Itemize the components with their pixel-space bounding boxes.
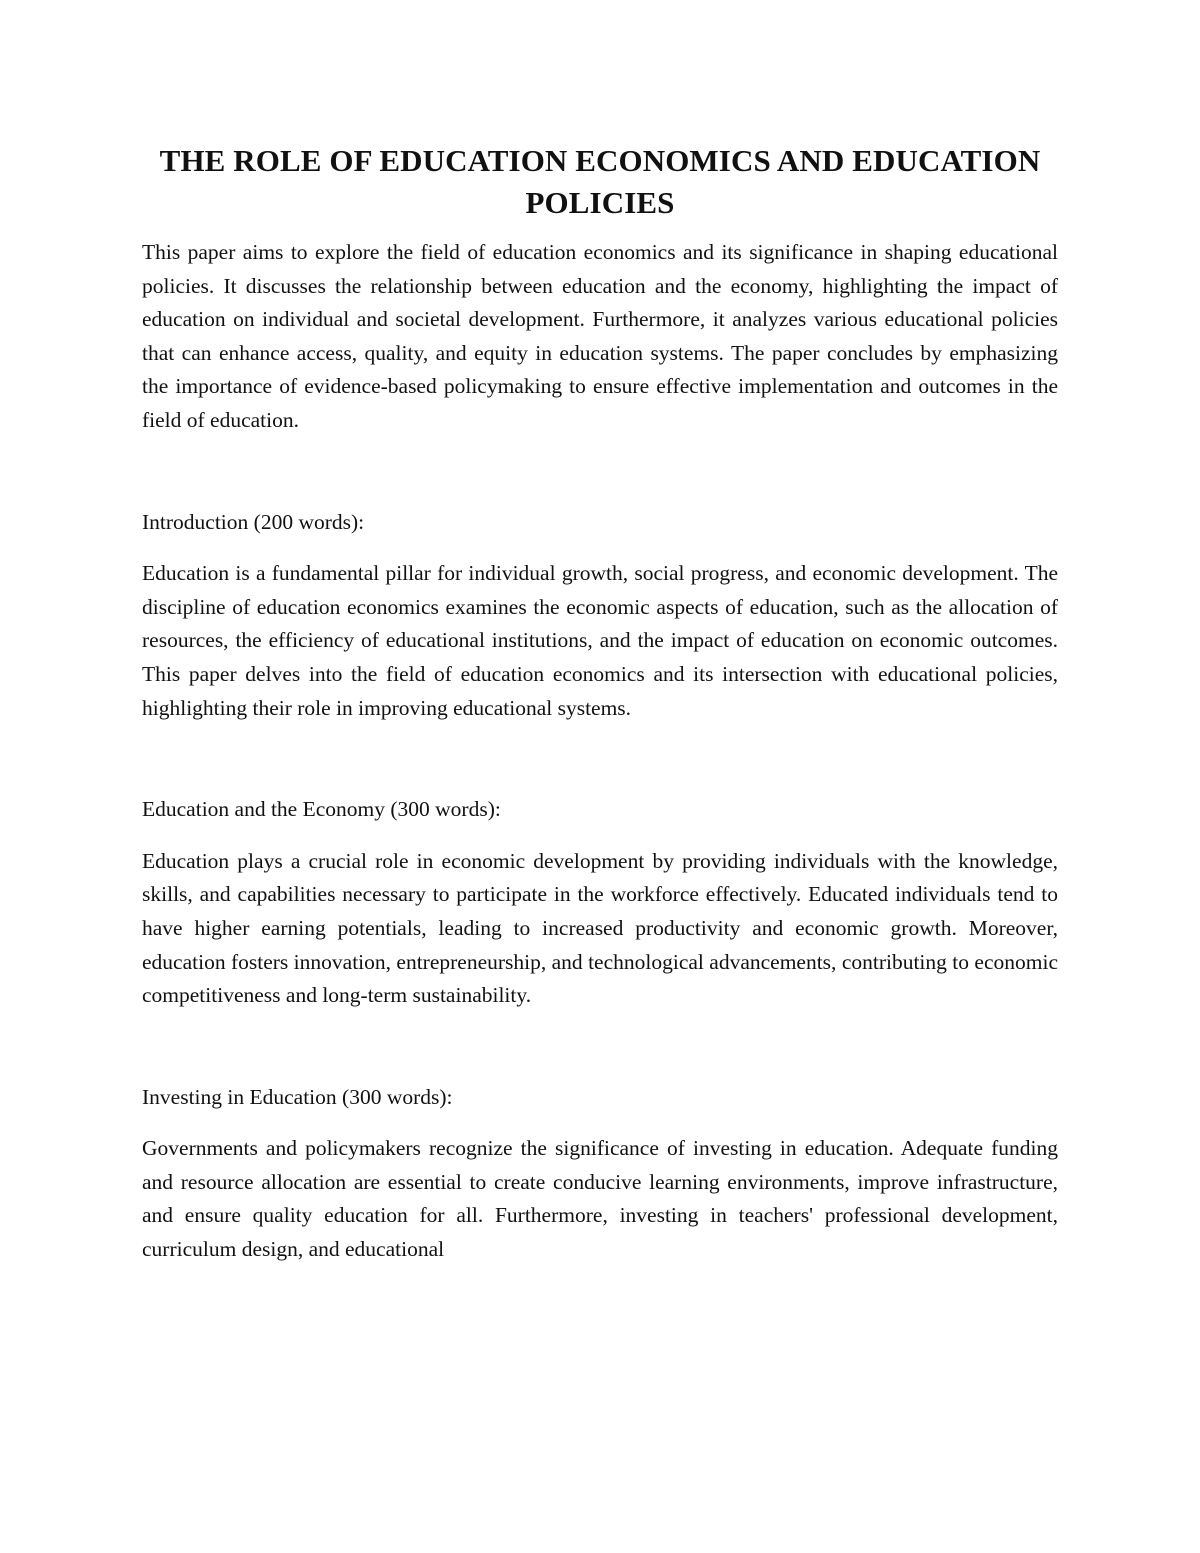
section-heading-introduction: Introduction (200 words): [142,509,365,534]
document-content [142,140,1058,1267]
section-body-investing: Governments and policymakers recognize the significance of investing in education. Adequate funding and resource allocation are essential to create conducive learning environments, improve infrastructure, and ensure quality education for all. Furthermore, investing in teachers' professional development, curriculum design, and educational [142,1136,1058,1262]
abstract-paragraph: This paper aims to explore the field of education economics and its significance in shaping educational policies. It discusses the relationship between education and the economy, highlighting the impact of education on individual and societal development. Furthermore, it analyzes various educational policies that can enhance access, quality, and equity in education systems. The paper concludes by emphasizing the importance of evidence-based policymaking to ensure effective implementation and outcomes in the field of education. [142,240,1058,432]
section-body-education-economy: Education plays a crucial role in economic development by providing individuals with the knowledge, skills, and capabilities necessary to participate in the workforce effectively. Educated individuals tend to have higher earning potentials, leading to increased productivity and economic growth. Moreover, education fosters innovation, entrepreneurship, and technological advancements, contributing to economic competitiveness and long-term sustainability. [142,848,1058,1008]
section-heading-education-economy: Education and the Economy (300 words): [142,797,501,822]
document-title: THE ROLE OF EDUCATION ECONOMICS AND EDUCATION POLICIES [159,143,1041,220]
section-heading-investing: Investing in Education (300 words): [142,1084,453,1109]
section-body-introduction: Education is a fundamental pillar for individual growth, social progress, and economic development. The discipline of education economics examines the economic aspects of education, such as the allocation of resources, the efficiency of educational institutions, and the impact of education on economic outcomes. This paper delves into the field of education economics and its intersection with educational policies, highlighting their role in improving educational systems. [142,561,1058,720]
